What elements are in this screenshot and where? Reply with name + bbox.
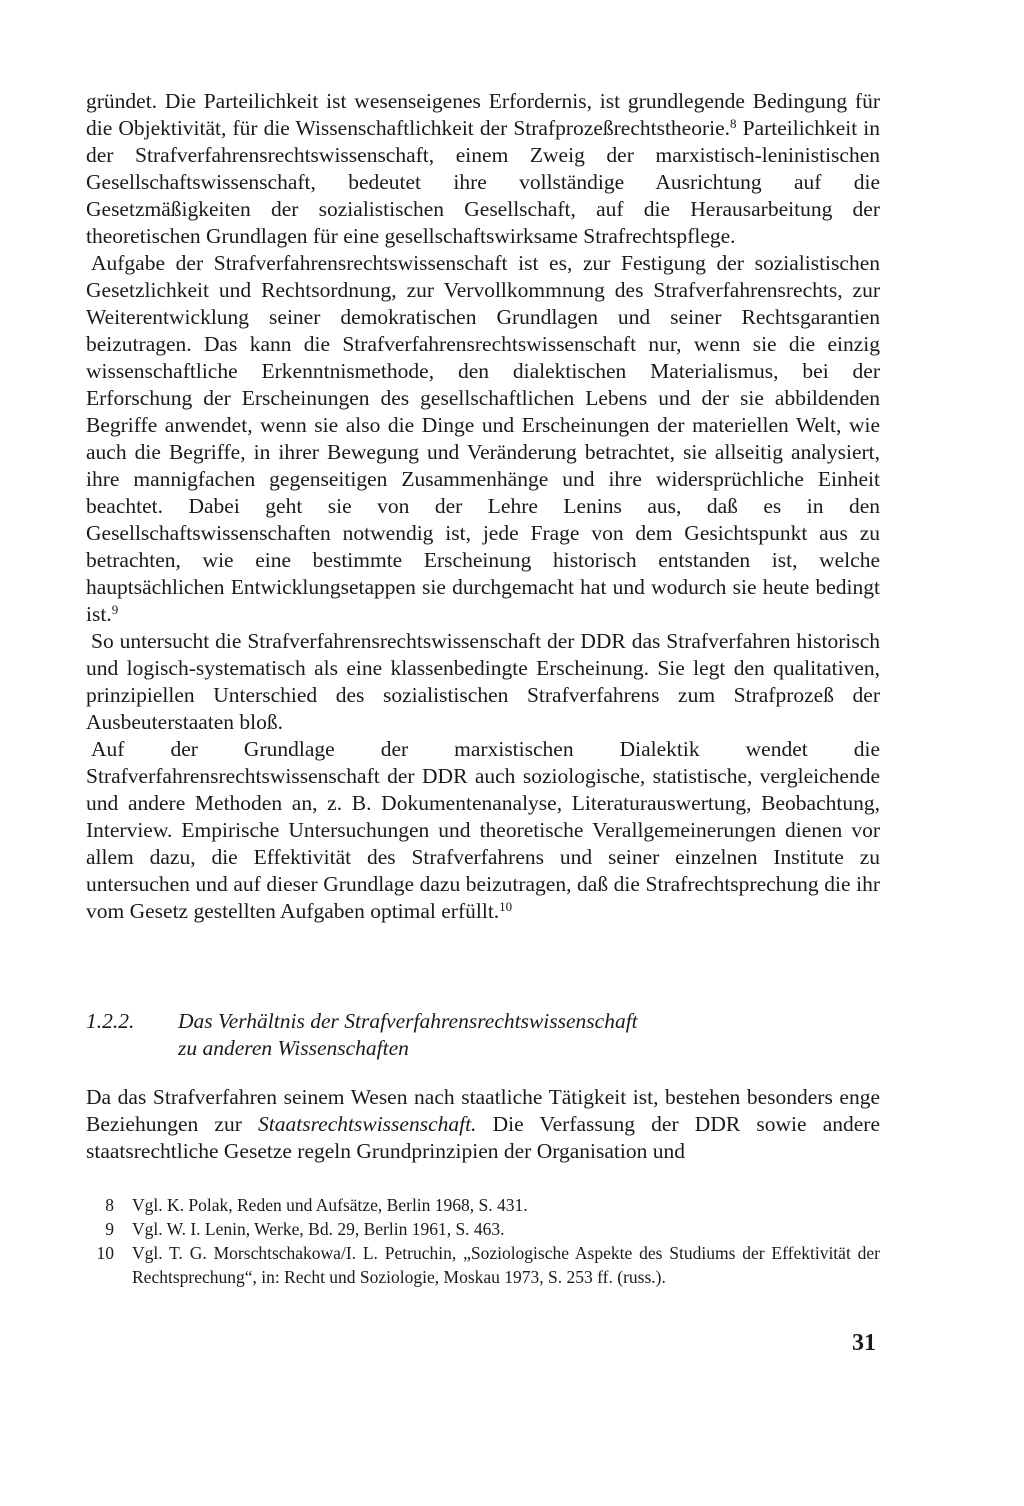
paragraph-1: gründet. Die Parteilichkeit ist wesenseigenes Erfordernis, ist grundlegende Bedingung für die Objektivität, für die Wissenschaftlichkeit der Strafprozeßrechtstheorie.$^8$ Parteilichkeit in der Strafverfahrensrechtswissenschaft, einem Zweig der marxistisch-leninistischen Gesellschaftswissenschaft, bedeutet ihre vollständige Ausrichtung auf die Gesetzmäßigkeiten der sozialistischen Gesellschaft, auf die Herausarbeitung der theoretischen Grundlagen für eine gesellschaftswirksame Strafrechtspflege. [86,89,880,248]
page-number: 31 [852,1330,876,1356]
section-text [86,1084,880,1165]
footnote-ref-9[interactable]: 9 [111,602,119,617]
paragraph-4: Auf der Grundlage der marxistischen Dialektik wendet die Strafverfahrensrechtswissenschaft der DDR auch soziologische, statistische, vergleichende und andere Methoden an, z. B. Dokumentenanalyse, Literaturauswertung, Beobachtung, Interview. Empirische Untersuchungen und theoretische Verallgemeinerungen dienen vor allem dazu, die Effektivität des Strafverfahrens und seiner einzelnen Institute zu untersuchen und auf dieser Grundlage dazu beizutragen, daß die Strafrechtsprechung die ihr vom Gesetz gestellten Aufgaben optimal erfüllt.$^{10}$ [86,737,880,923]
footnote-8: 8 Vgl. K. Polak, Reden und Aufsätze, Berlin 1968, S. 431. [105,1195,528,1215]
paragraph-5: Da das Strafverfahren seinem Wesen nach staatliche Tätigkeit ist, bestehen besonders enge Beziehungen zur Staatsrechtswissenschaft. Die Verfassung der DDR sowie andere staatsrechtliche Gesetze regeln Grundprinzipien der Organisation und [86,1085,880,1163]
main-text [86,88,880,925]
footnotes [86,1193,880,1289]
footnote-ref-10[interactable]: 10 [499,899,513,914]
footnote-10: 10 Vgl. T. G. Morschtschakowa/I. L. Petruchin, „Soziologische Aspekte des Studiums der Effektivität der Rechtsprechung“, in: Recht und Soziologie, Moskau 1973, S. 253 ff. (russ.). [96,1243,880,1287]
section-number: 1.2.2. [86,1009,135,1033]
paragraph-2: Aufgabe der Strafverfahrensrechtswissenschaft ist es, zur Festigung der sozialistischen Gesetzlichkeit und Rechtsordnung, zur Vervollkommnung des Strafverfahrensrechts, zur Weiterentwicklung seiner demokratischen Grundlagen und seiner Rechtsgarantien beizutragen. Das kann die Strafverfahrensrechtswissenschaft nur, wenn sie die einzig wissenschaftliche Erkenntnismethode, den dialektischen Materialismus, bei der Erforschung der Erscheinungen des gesellschaftlichen Lebens und der sie abbildenden Begriffe anwendet, wenn sie also die Dinge und Erscheinungen der materiellen Welt, wie auch die Begriffe, in ihrer Bewegung und Veränderung betrachtet, sie allseitig analysiert, ihre mannigfachen gegenseitigen Zusammenhänge und ihre widersprüchliche Einheit beachtet. Dabei geht sie von der Lehre Lenins aus, daß es in den Gesellschaftswissenschaften notwendig ist, jede Frage von dem Gesichtspunkt aus zu betrachten, wie eine bestimmte Erscheinung historisch entstanden ist, welche hauptsächlichen Entwicklungsetappen sie durchgemacht hat und wodurch sie heute bedingt ist.$^9$ [86,251,880,626]
emphasis-staatsrecht: Staatsrechtswissenschaft. [258,1112,477,1136]
footnote-ref-8[interactable]: 8 [730,116,737,131]
paragraph-3: So untersucht die Strafverfahrensrechtswissenschaft der DDR das Strafverfahren historisch und logisch-systematisch als eine klassenbedingte Erscheinung. Sie legt den qualitativen, prinzipiellen Unterschied des sozialistischen Strafverfahrens zum Strafprozeß der Ausbeuterstaaten bloß. [86,629,880,734]
section-title: Das Verhältnis der Strafverfahrensrechtswissenschaft zu anderen Wissenschaften [178,1009,638,1060]
footnote-9: 9 Vgl. W. I. Lenin, Werke, Bd. 29, Berlin 1961, S. 463. [105,1219,505,1239]
